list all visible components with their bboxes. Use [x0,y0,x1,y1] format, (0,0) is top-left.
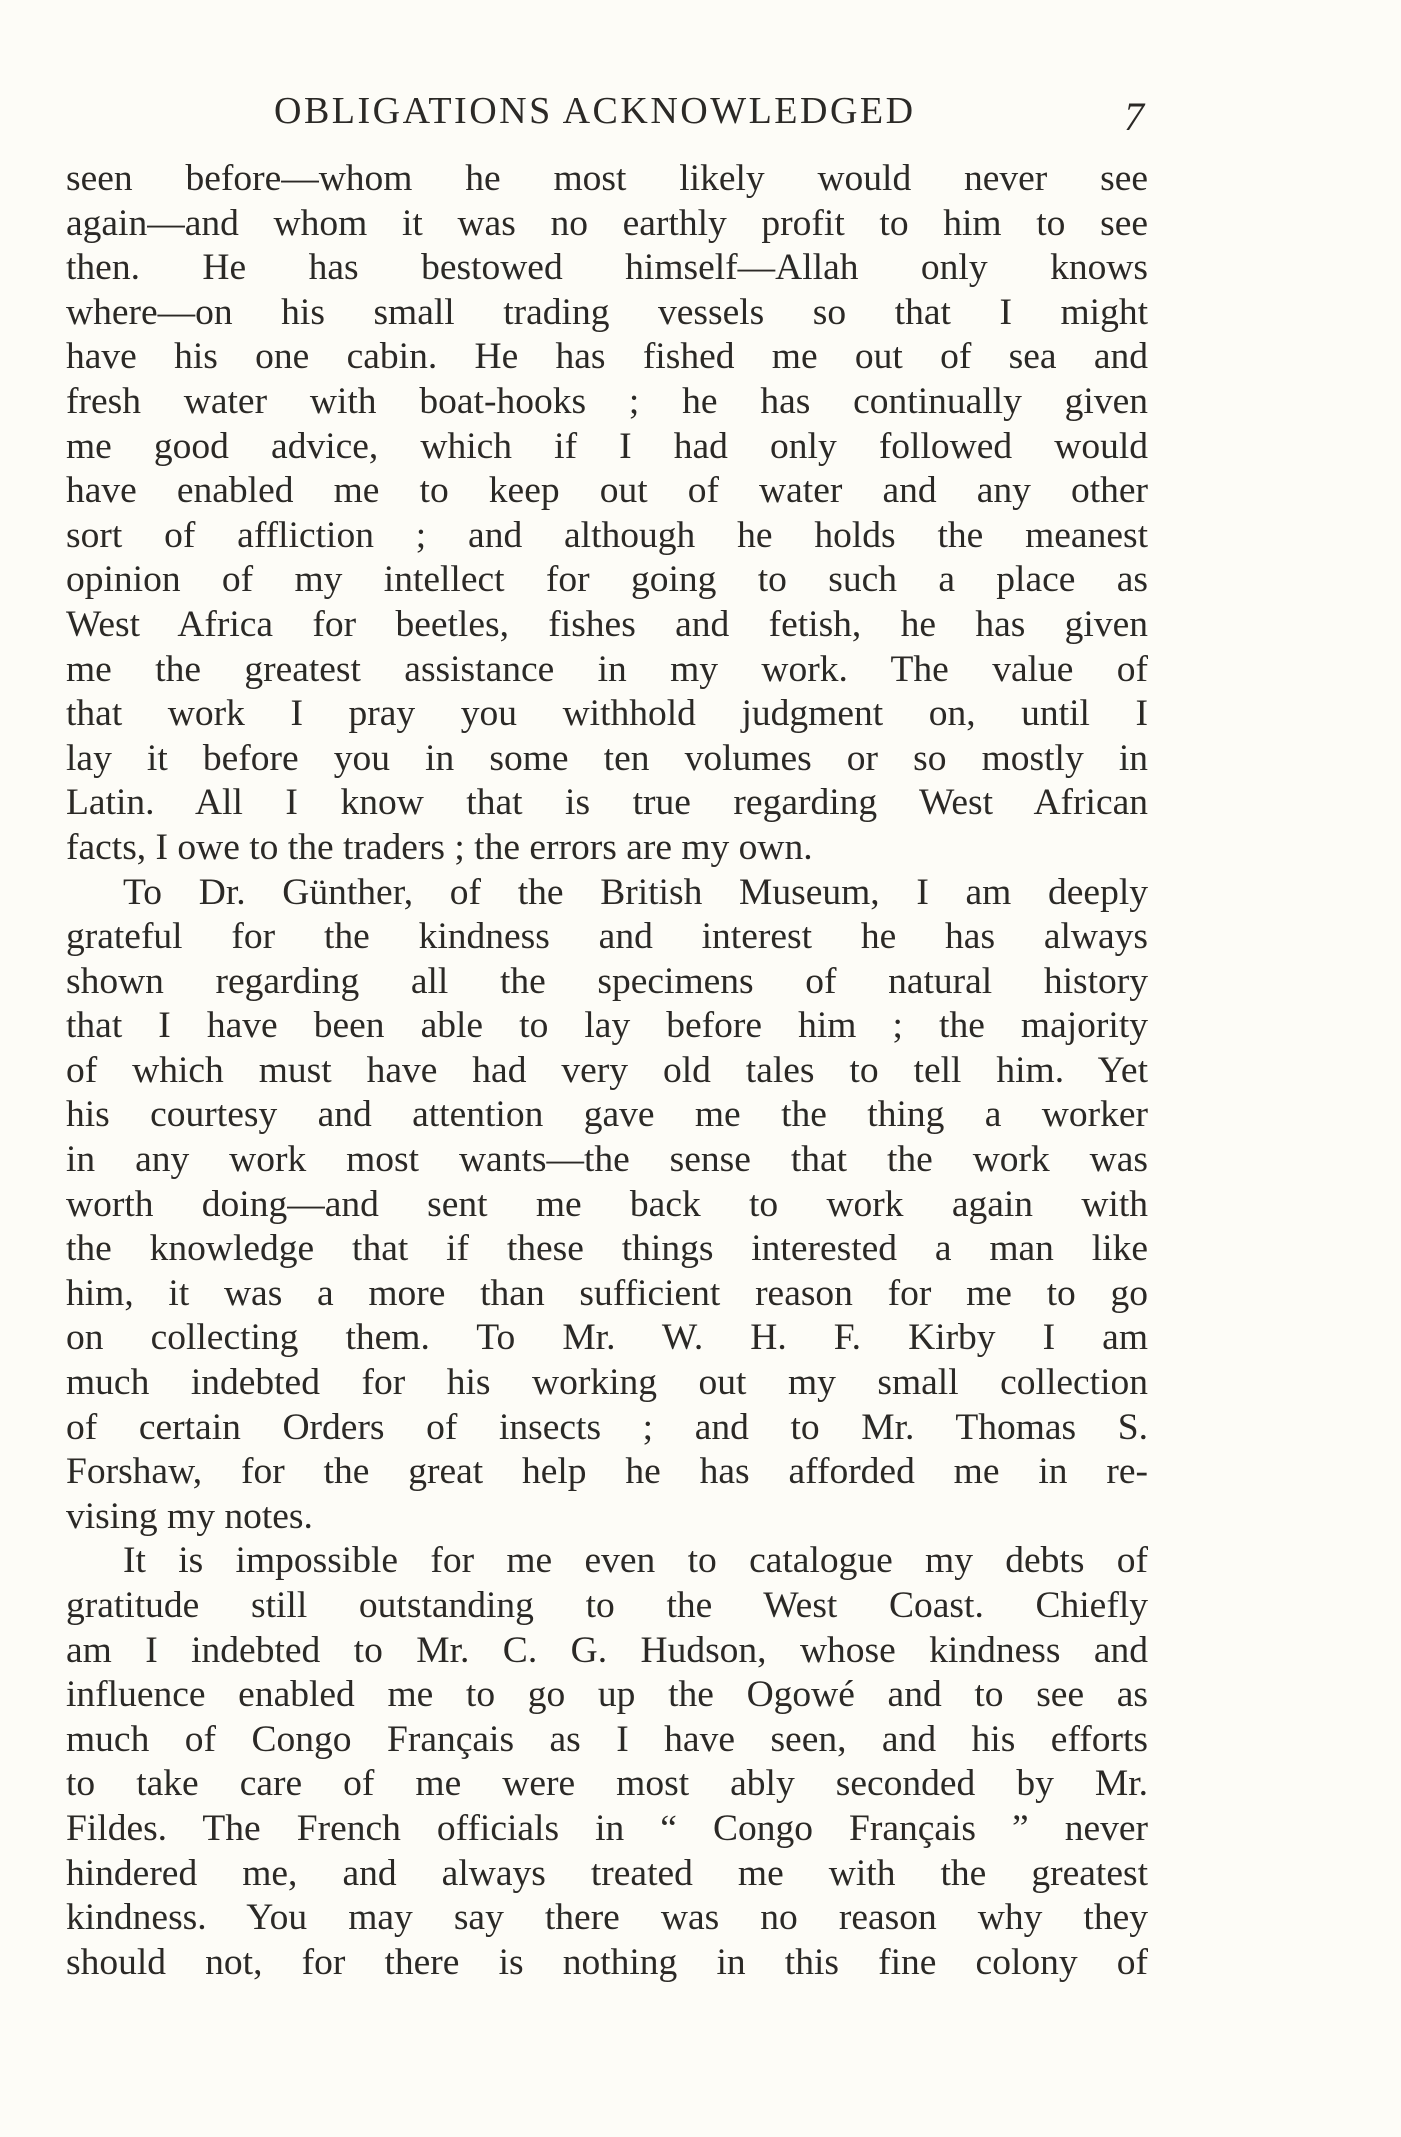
text-line: lay it before you in some ten volumes or so mostly in [66,737,1148,779]
text-line: West Africa for beetles, fishes and fetish, he has given [66,603,1148,645]
text-line: Fildes. The French officials in “ Congo Français ” never [66,1807,1148,1849]
body-text [66,157,1148,1985]
text-line: Latin. All I know that is true regarding West African [66,782,1148,824]
running-head [274,86,1144,139]
text-line: fresh water with boat-hooks ; he has continually given [66,380,1148,422]
text-line: then. He has bestowed himself—Allah only knows [66,247,1148,289]
text-line: sort of affliction ; and although he holds the meanest [66,514,1148,556]
text-line: opinion of my intellect for going to such a place as [66,559,1148,601]
text-line: hindered me, and always treated me with the greatest [66,1852,1148,1894]
page-number: 7 [1124,94,1144,139]
text-line: in any work most wants—the sense that the work was [66,1139,1148,1181]
text-line: the knowledge that if these things interested a man like [66,1228,1148,1270]
text-line: much of Congo Français as I have seen, and his efforts [66,1718,1148,1760]
text-line: worth doing—and sent me back to work again with [66,1183,1148,1225]
text-line: to take care of me were most ably seconded by Mr. [66,1763,1148,1805]
paragraph-first-line: It is impossible for me even to catalogue my debts of [123,1540,1148,1582]
text-line: should not, for there is nothing in this fine colony of [66,1941,1148,1983]
text-line: influence enabled me to go up the Ogowé and to see as [66,1674,1148,1716]
text-line: have his one cabin. He has fished me out of sea and [66,336,1148,378]
text-line: grateful for the kindness and interest he has always [66,916,1148,958]
running-title: OBLIGATIONS ACKNOWLEDGED [274,90,916,132]
text-line: that I have been able to lay before him ; the majority [66,1005,1148,1047]
text-line: me good advice, which if I had only followed would [66,425,1148,467]
text-line: where—on his small trading vessels so that I might [66,291,1148,333]
text-line: me the greatest assistance in my work. The value of [66,648,1148,690]
text-line: gratitude still outstanding to the West Coast. Chiefly [66,1585,1148,1626]
text-line: kindness. You may say there was no reason why they [66,1897,1148,1939]
text-line: have enabled me to keep out of water and any other [66,470,1148,512]
text-line: facts, I owe to the traders ; the errors are my own. [66,826,813,868]
text-line: again—and whom it was no earthly profit to him to see [66,202,1148,244]
text-line: of which must have had very old tales to tell him. Yet [66,1049,1148,1091]
text-line: that work I pray you withhold judgment on, until I [66,693,1148,735]
text-line: on collecting them. To Mr. W. H. F. Kirby I am [66,1317,1148,1359]
text-line: him, it was a more than sufficient reason for me to go [66,1272,1148,1314]
text-line: am I indebted to Mr. C. G. Hudson, whose kindness and [66,1629,1148,1671]
text-line: vising my notes. [66,1495,313,1537]
text-line: his courtesy and attention gave me the thing a worker [66,1094,1148,1136]
paragraph-first-line: To Dr. Günther, of the British Museum, I am deeply [123,871,1148,913]
text-line: of certain Orders of insects ; and to Mr. Thomas S. [66,1406,1148,1448]
text-line: much indebted for his working out my small collection [66,1362,1148,1404]
text-line: shown regarding all the specimens of natural history [66,960,1148,1002]
text-line: seen before—whom he most likely would never see [66,158,1148,199]
text-line: Forshaw, for the great help he has afforded me in re- [66,1451,1148,1493]
